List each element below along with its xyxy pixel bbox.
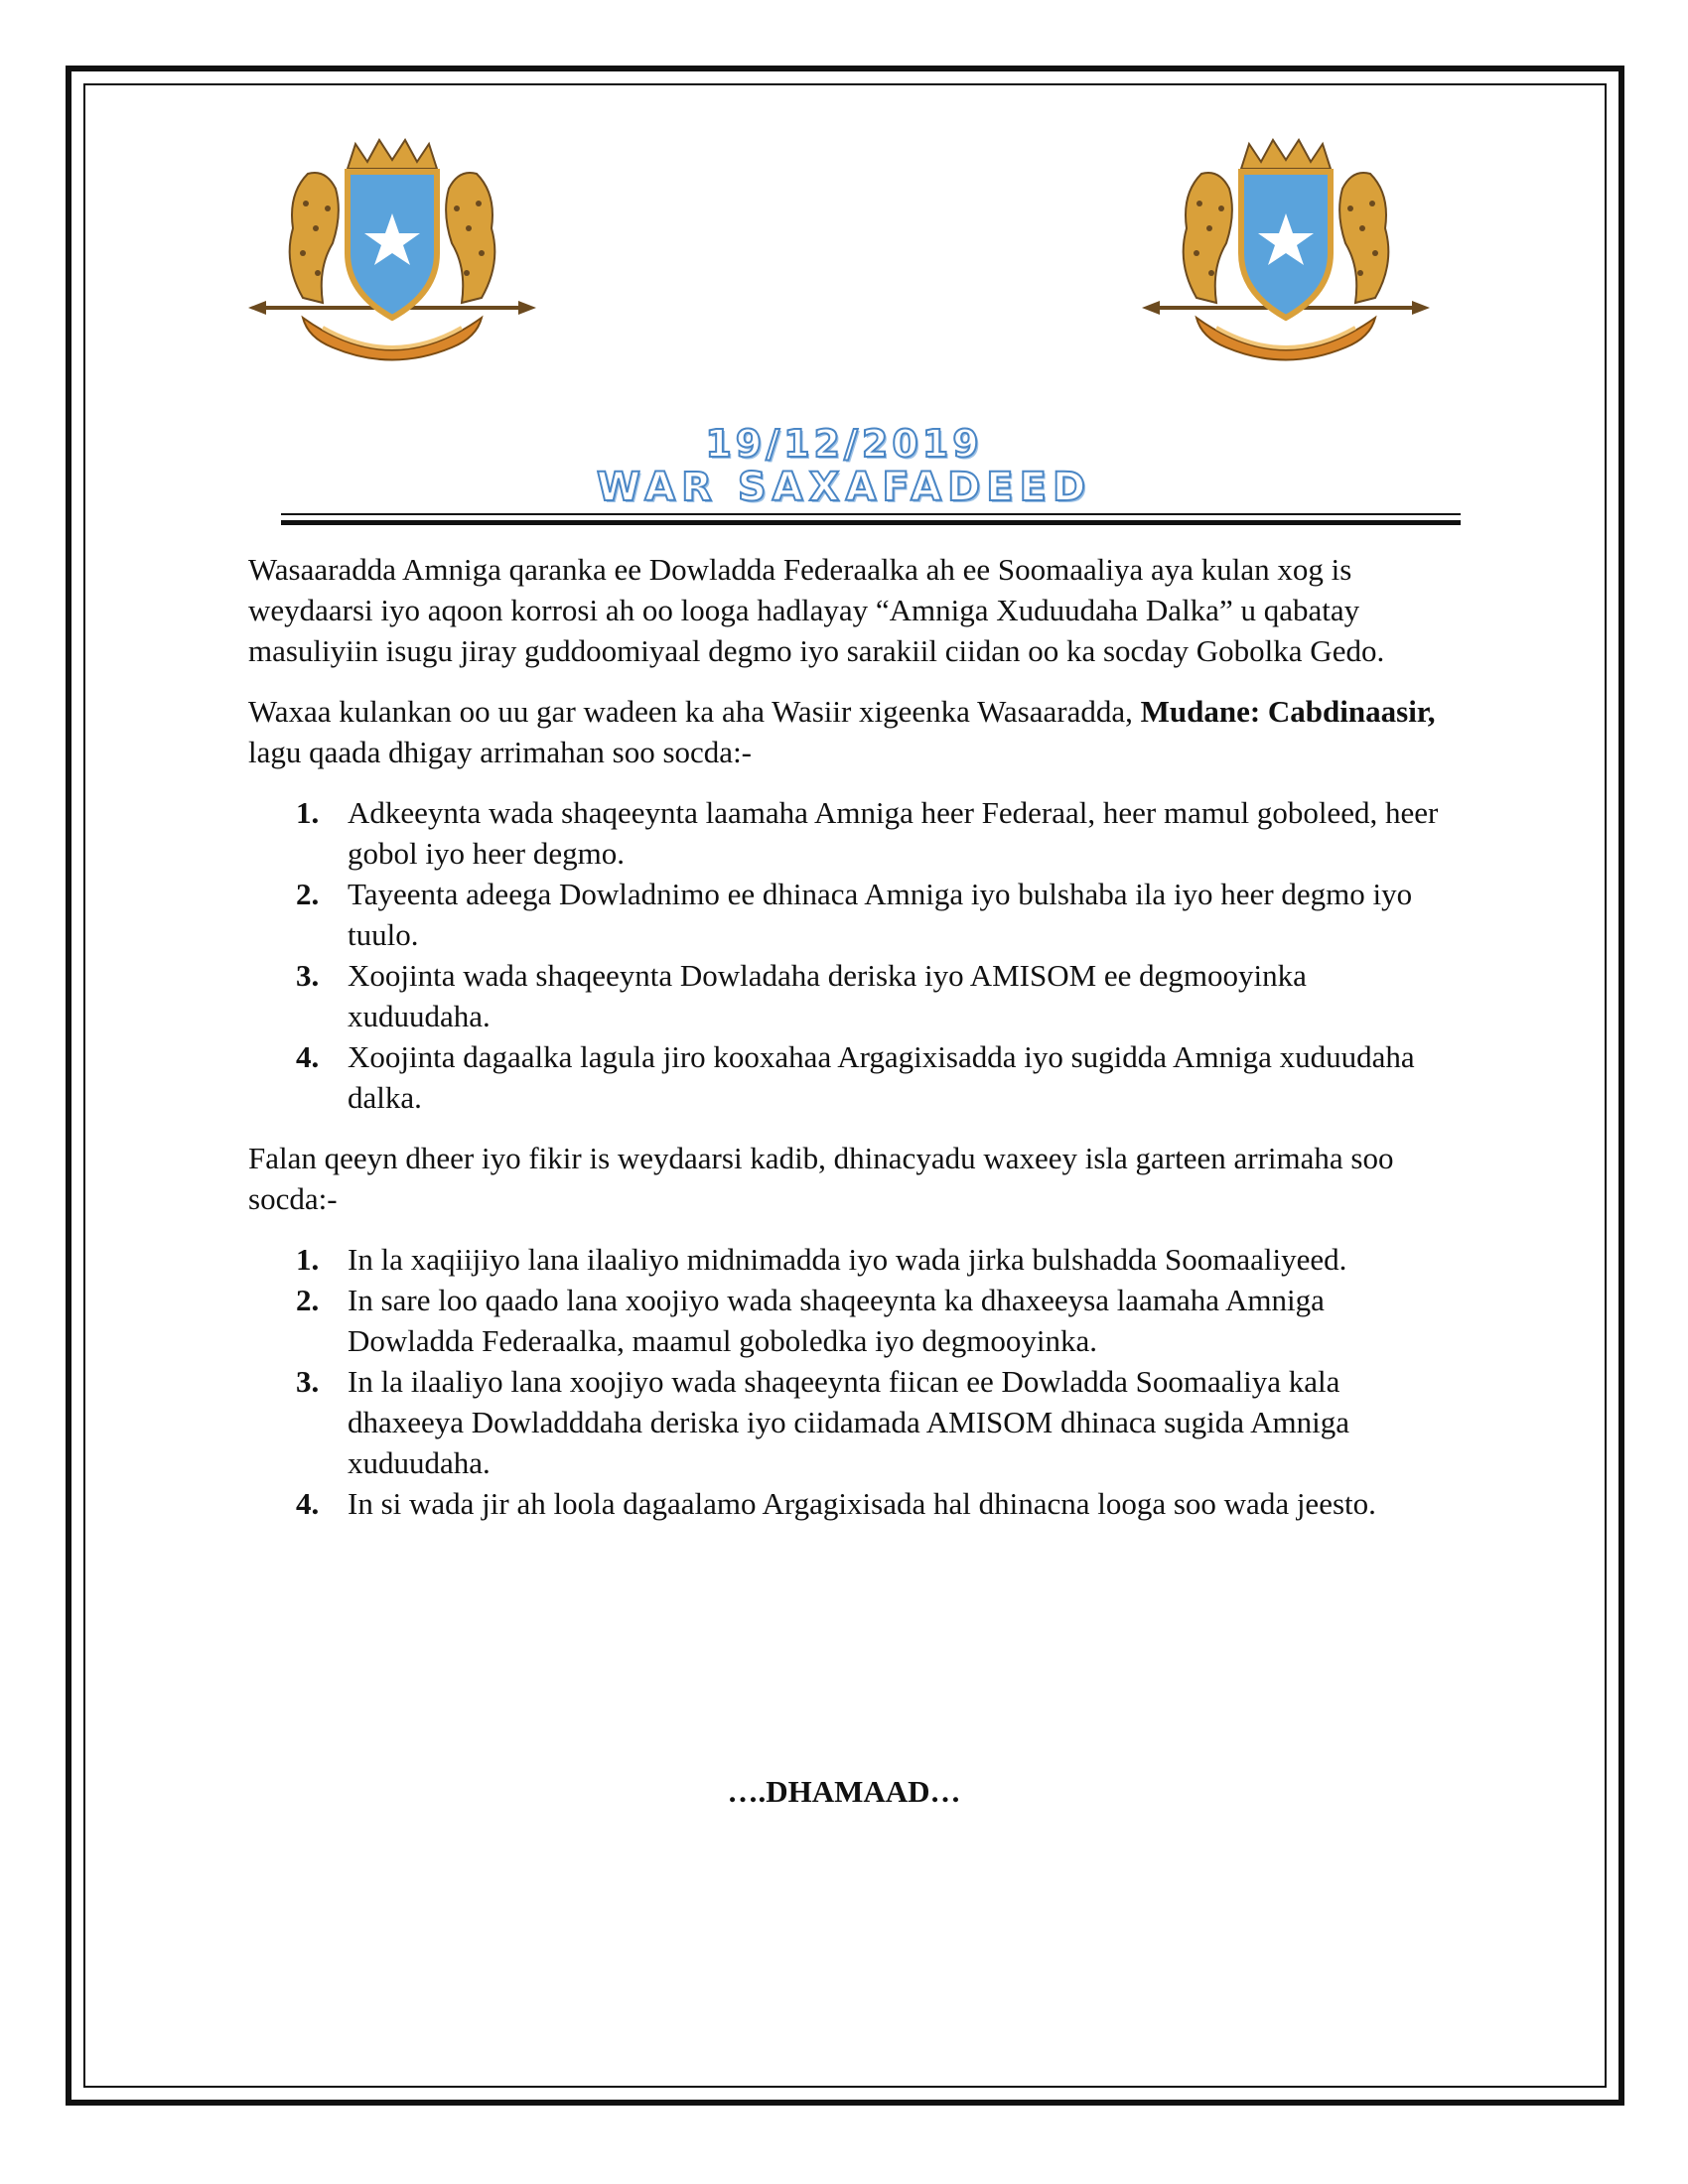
list-item xyxy=(248,1036,1445,1118)
intro-paragraph: Wasaaradda Amniga qaranka ee Dowladda Federaalka ah ee Soomaaliya aya kulan xog is weydaarsi iyo aqoon korrosi ah oo looga hadlayay “Amniga Xuduudaha Dalka” u qabatay masuliyiin isugu jiray guddoomiyaal degmo iyo sarakiil ciidan oo ka socday Gobolka Gedo. xyxy=(248,552,1385,668)
meeting-chair-paragraph xyxy=(248,691,1445,772)
list-item xyxy=(248,1280,1445,1361)
list-item-text: In la ilaaliyo lana xoojiyo wada shaqeeynta fiican ee Dowladda Soomaaliya kala dhaxeeya Dowladddaha deriska iyo ciidamada AMISOM dhinaca sugida Amniga xuduudaha. xyxy=(348,1364,1349,1480)
list-item-text: In sare loo qaado lana xoojiyo wada shaqeeynta ka dhaxeeysa laamaha Amniga Dowladda Federaalka, maamul goboledka iyo degmooyinka. xyxy=(348,1283,1325,1358)
list-item-number: 2. xyxy=(296,1283,320,1317)
press-release-date: 19/12/2019 xyxy=(705,422,983,466)
press-release-body xyxy=(248,549,1445,1544)
coat-of-arms-right xyxy=(1142,134,1430,372)
list-item-text: Tayeenta adeega Dowladnimo ee dhinaca Amniga iyo bulshaba ila iyo heer degmo iyo tuulo. xyxy=(348,877,1413,952)
list-item-number: 4. xyxy=(296,1039,320,1074)
chair-name: Mudane: Cabdinaasir, xyxy=(1140,694,1436,729)
agreement-paragraph: Falan qeeyn dheer iyo fikir is weydaarsi kadib, dhinacyadu waxeey isla garteen arrimaha soo socda:- xyxy=(248,1141,1394,1216)
list-item-text: Xoojinta dagaalka lagula jiro kooxahaa Argagixisadda iyo sugidda Amniga xuduudaha dalka. xyxy=(348,1039,1415,1115)
list-item xyxy=(248,792,1445,874)
list-item xyxy=(248,1239,1445,1280)
list-item-number: 2. xyxy=(296,877,320,911)
end-marker: ….DHAMAAD… xyxy=(727,1774,961,1809)
list-item xyxy=(248,1361,1445,1483)
list-item-text: In si wada jir ah loola dagaalamo Argagixisada hal dhinacna looga soo wada jeesto. xyxy=(348,1486,1376,1521)
list-item-number: 1. xyxy=(296,795,320,830)
list-item-text: Xoojinta wada shaqeeynta Dowladaha deriska iyo AMISOM ee degmooyinka xuduudaha. xyxy=(348,958,1307,1033)
list-item-number: 3. xyxy=(296,958,320,993)
list-item xyxy=(248,1483,1445,1524)
header-divider-thick xyxy=(281,520,1461,525)
press-release-title: WAR SAXAFADEED xyxy=(596,465,1092,510)
list-item xyxy=(248,955,1445,1036)
list-item-number: 4. xyxy=(296,1486,320,1521)
list-item-number: 1. xyxy=(296,1242,320,1277)
list-item-text: Adkeeynta wada shaqeeynta laamaha Amniga heer Federaal, heer mamul goboleed, heer gobol iyo heer degmo. xyxy=(348,795,1439,871)
agreements-list xyxy=(248,1239,1445,1524)
list-item-text: In la xaqiijiyo lana ilaaliyo midnimadda iyo wada jirka bulshadda Soomaaliyeed. xyxy=(348,1242,1347,1277)
chair-text-before: Waxaa kulankan oo uu gar wadeen ka aha Wasiir xigeenka Wasaaradda, xyxy=(248,694,1141,729)
chair-text-after: lagu qaada dhigay arrimahan soo socda:- xyxy=(248,735,753,769)
agenda-list xyxy=(248,792,1445,1118)
header-divider-thin xyxy=(281,513,1461,515)
list-item xyxy=(248,874,1445,955)
list-item-number: 3. xyxy=(296,1364,320,1399)
coat-of-arms-left xyxy=(248,134,536,372)
